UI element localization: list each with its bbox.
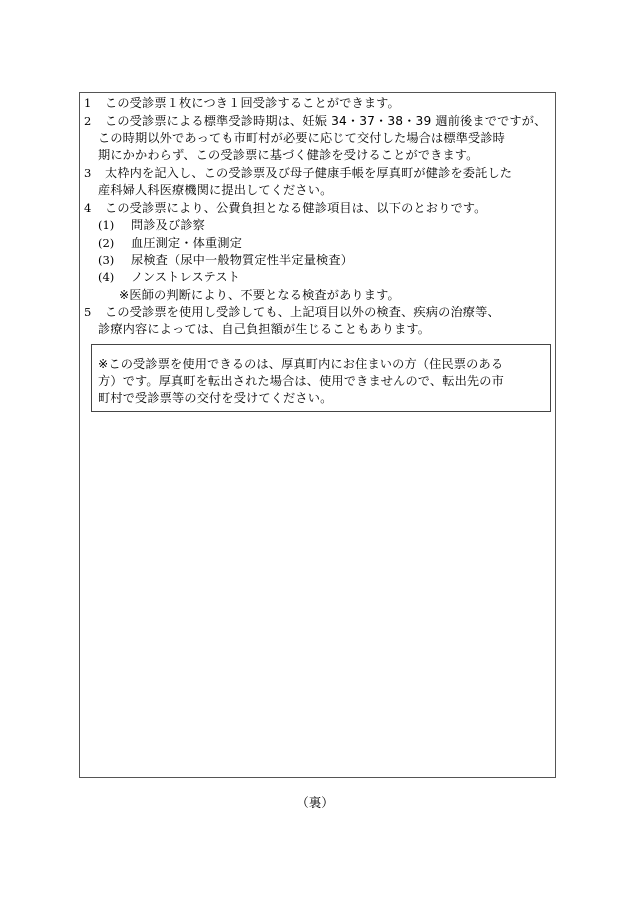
sub-item-number: (3): [98, 253, 115, 267]
item-text: 期にかかわらず、この受診票に基づく健診を受けることができます。: [98, 148, 479, 162]
sub-item-number: (4): [98, 270, 115, 284]
sub-item-text: 尿検査（尿中一般物質定性半定量検査）: [131, 253, 354, 267]
sub-item-text: ノンストレステスト: [131, 270, 241, 284]
doctor-judgment-note: ※医師の判断により、不要となる検査があります。: [119, 288, 400, 302]
item-text: 太枠内を記入し、この受診票及び母子健康手帳を厚真町が健診を委託した: [105, 166, 513, 180]
item-text: 診療内容によっては、自己負担額が生じることもあります。: [98, 322, 431, 336]
item-number: 1: [84, 96, 92, 110]
notice-text: 方）です。厚真町を転出された場合は、使用できませんので、転出先の市: [98, 374, 504, 388]
item-text: 産科婦人科医療機関に提出してください。: [98, 183, 333, 197]
back-side-label: （裏）: [296, 795, 334, 810]
item-text: この時期以外であっても市町村が必要に応じて交付した場合は標準受診時: [98, 131, 506, 145]
notice-text: 町村で受診票等の交付を受けてください。: [98, 391, 333, 405]
item-number: 2: [84, 114, 92, 128]
notice-text: ※この受診票を使用できるのは、厚真町内にお住まいの方（住民票のある: [98, 357, 504, 371]
sub-item-text: 問診及び診察: [131, 218, 206, 232]
item-text: この受診票を使用し受診しても、上記項目以外の検査、疾病の治療等、: [105, 305, 500, 319]
item-number: 3: [84, 166, 92, 180]
item-number: 5: [84, 305, 92, 319]
item-text: この受診票により、公費負担となる健診項目は、以下のとおりです。: [105, 201, 487, 215]
item-text: この受診票１枚につき１回受診することができます。: [105, 96, 400, 110]
item-text: この受診票による標準受診時期は、妊娠 34・37・38・39 週前後までですが、: [105, 114, 547, 128]
sub-item-number: (1): [98, 218, 115, 232]
item-number: 4: [84, 201, 92, 215]
sub-item-text: 血圧測定・体重測定: [131, 236, 243, 250]
sub-item-number: (2): [98, 236, 115, 250]
